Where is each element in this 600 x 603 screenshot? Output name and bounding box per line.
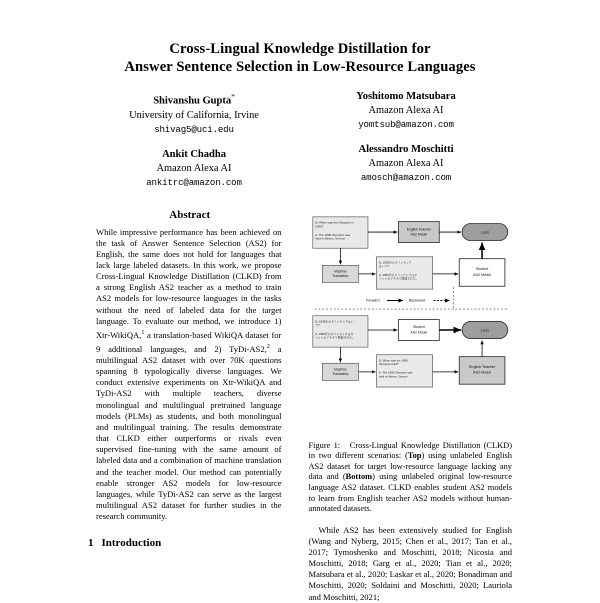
- author-entry: [300, 143, 512, 185]
- svg-text:A: The 1896 Olympics was: A: The 1896 Olympics was: [378, 370, 413, 375]
- clkd-architecture-diagram: [309, 208, 513, 433]
- author-entry: [300, 90, 512, 132]
- figure-caption-bold-bottom: Bottom: [345, 472, 373, 482]
- author-email[interactable]: yomtsub@amazon.com: [358, 119, 454, 130]
- svg-text:Q: When was the 1896: Q: When was the 1896: [378, 357, 408, 362]
- author-entry: [88, 148, 300, 190]
- svg-text:Student: Student: [475, 266, 488, 271]
- author-entry: [88, 90, 300, 137]
- svg-text:held in Athens, Greece.: held in Athens, Greece.: [314, 236, 346, 241]
- svg-text:A: 1896年のオリンピックはギ: A: 1896年のオリンピックはギ: [314, 331, 353, 336]
- section-heading-introduction: [88, 536, 292, 550]
- author-list: [0, 76, 600, 201]
- svg-text:Translation: Translation: [331, 371, 349, 376]
- svg-text:held in Athens, Greece.: held in Athens, Greece.: [378, 374, 408, 379]
- author-email[interactable]: shivag5@uci.edu: [154, 123, 234, 135]
- body-columns: [0, 201, 600, 603]
- svg-text:1896?: 1896?: [314, 223, 323, 228]
- author-name-text: Alessandro Moschitti: [358, 144, 454, 155]
- svg-text:Student: Student: [412, 324, 425, 329]
- figure-1: [309, 208, 513, 515]
- page-title: [0, 0, 600, 76]
- legend-backward-label: Backward: [408, 298, 425, 303]
- section-number: 1: [88, 537, 94, 550]
- svg-text:Machine: Machine: [333, 269, 347, 274]
- legend-forward-label: Forward: [365, 298, 380, 303]
- svg-text:Q: 1896年のオリンピック: Q: 1896年のオリンピック: [378, 259, 412, 264]
- svg-text:AS2 Model: AS2 Model: [409, 231, 427, 236]
- svg-text:Loss: Loss: [480, 326, 489, 332]
- svg-text:Translation: Translation: [331, 273, 349, 278]
- title-line-1: Cross-Lingual Knowledge Distillation for: [169, 41, 431, 57]
- svg-text:English Teacher: English Teacher: [406, 227, 431, 232]
- svg-text:はいつ?: はいつ?: [378, 263, 389, 268]
- author-footnote-marker: *: [231, 92, 235, 101]
- author-name: [300, 143, 512, 157]
- top-input-question: Q: When was the Olympics in: [314, 220, 354, 225]
- figure-caption: [309, 441, 513, 515]
- author-column-left: [88, 90, 300, 201]
- author-affiliation: Amazon Alexa AI: [368, 105, 444, 116]
- author-affiliation: Amazon Alexa AI: [368, 158, 444, 169]
- figure-caption-c: ) using unlabeled original low-resource language AS2 dataset. CLKD enables student AS2 models to learn from English teacher AS2 models without human-annotated datasets.: [308, 472, 512, 514]
- abstract-footnote-1: 1: [141, 328, 145, 336]
- author-name-text: Ankit Chadha: [162, 148, 226, 160]
- author-column-right: [300, 90, 512, 201]
- svg-text:Loss: Loss: [480, 229, 489, 235]
- author-name: [300, 90, 512, 104]
- svg-text:リシャのアテネで開催された。: リシャのアテネで開催された。: [378, 276, 419, 281]
- figure-caption-a: Cross-Lingual Knowledge Distillation (CLKD) in two different scenarios: (: [308, 440, 513, 461]
- svg-text:リシャのアテネで開催された。: リシャのアテネで開催された。: [314, 335, 355, 340]
- introduction-paragraph: While AS2 has been extensively studied for English (Wang and Nyberg, 2015; Chen et al., 2017; Tan et al., 2017; Tymoshenko and Moschitti, 2018; Nicosia and Moschitti, 2018; Garg et al., 2020; Tian et al., 2020; Matsubara et al., 2020; Laskar et al., 2020; Bonadiman and Moschitti, 2020; Soldaini and Moschitti, 2020; Lauriola and Moschitti, 2021;: [308, 524, 512, 602]
- title-line-2: Answer Sentence Selection in Low-Resource Languages: [124, 59, 476, 75]
- svg-text:AS2 Model: AS2 Model: [409, 329, 427, 334]
- author-name: [88, 90, 300, 109]
- author-email[interactable]: ankitrc@amazon.com: [146, 176, 242, 188]
- abstract-text: [88, 227, 292, 523]
- svg-text:Machine: Machine: [333, 366, 347, 371]
- left-column: [88, 208, 292, 603]
- figure-caption-bold-top: Top: [407, 451, 422, 461]
- svg-text:AS2 Model: AS2 Model: [472, 370, 491, 375]
- svg-text:つ?: つ?: [314, 322, 320, 327]
- svg-text:Olympics held?: Olympics held?: [378, 361, 398, 366]
- abstract-heading: Abstract: [169, 208, 211, 221]
- abstract-part-3: a multilingual AS2 dataset with over 70K questions spanning 8 typologically diverse languages. We conduct extensive experiments on Xtr-WikiQA and TyDi-AS2 with multiple teachers, diverse monolingual and multilingual pretrained language models (PLMs) as students, and both monolingual and multilingual training. The results demonstrate that CLKD either outperforms or rivals even supervised fine-tuning with the same amount of labeled data and a combination of machine translation and the teacher model. Our method can potentially enable stronger AS2 models for low-resource languages, while TyDi-AS2 can serve as the largest multilingual AS2 dataset for further studies in the research community.: [96, 343, 282, 522]
- abstract-part-2: a translation-based WikiQA dataset for 9 additional languages, and 2) TyDi-AS2,: [96, 329, 282, 354]
- svg-text:Q: 1896年のオリンピックはい: Q: 1896年のオリンピックはい: [314, 318, 354, 323]
- abstract-part-1: While impressive performance has been achieved on the task of Answer Sentence Selection (AS2) for English, the same does not hold for languages that lack large labeled datasets. In this work, we propose Cross-Lingual Knowledge Distillation (CLKD) from a strong English AS2 teacher as a method to train AS2 models for low-resource languages in the tasks without the need of labeled data for the target language. To evaluate our method, we introduce 1) Xtr-WikiQA,: [96, 226, 282, 340]
- top-input-answer: A: The 1896 Olympics was: [314, 232, 350, 237]
- author-affiliation: University of California, Irvine: [129, 109, 259, 121]
- author-name-text: Yoshitomo Matsubara: [356, 91, 456, 102]
- author-affiliation: Amazon Alexa AI: [156, 162, 232, 174]
- svg-text:A: 1896年のオリンピックはギ: A: 1896年のオリンピックはギ: [378, 272, 417, 277]
- figure-label: Figure 1:: [308, 440, 341, 450]
- author-name-text: Shivanshu Gupta: [153, 95, 232, 107]
- author-email[interactable]: amosch@amazon.com: [360, 172, 452, 183]
- abstract-footnote-2: 2: [266, 342, 270, 350]
- svg-text:English Teacher: English Teacher: [468, 364, 495, 369]
- figure-caption-b: ) using unlabeled English AS2 dataset for target low-resource language lacking any data and (: [308, 451, 512, 482]
- right-column: [309, 208, 513, 603]
- author-name: [88, 148, 300, 162]
- section-title: Introduction: [101, 537, 162, 550]
- svg-text:AS2 Model: AS2 Model: [472, 272, 491, 277]
